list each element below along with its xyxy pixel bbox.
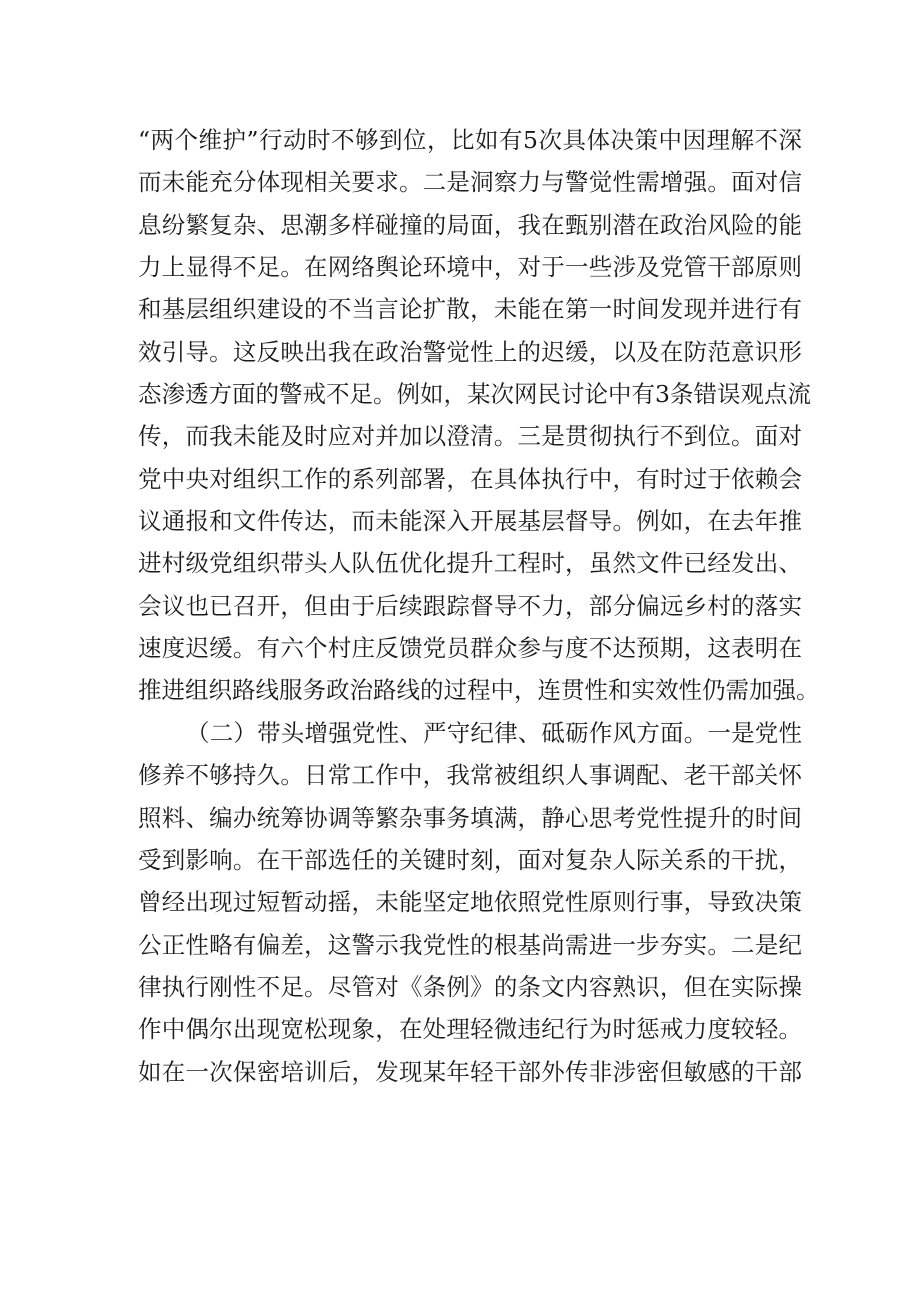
section-heading-line: （二）带头增强党性、严守纪律、砥砺作风方面。一是党性	[186, 718, 802, 747]
text-line: 议通报和文件传达，而未能深入开展基层督导。例如，在去年推	[138, 507, 802, 536]
text-line: 律执行刚性不足。尽管对《条例》的条文内容熟识，但在实际操	[138, 972, 802, 1001]
text-line: 息纷繁复杂、思潮多样碰撞的局面，我在甄别潜在政治风险的能	[138, 210, 802, 239]
text-line: “两个维护”行动时不够到位，比如有5次具体决策中因理解不深	[138, 126, 802, 154]
text-line: 受到影响。在干部选任的关键时刻，面对复杂人际关系的干扰，	[138, 845, 802, 874]
text-line: 作中偶尔出现宽松现象，在处理轻微违纪行为时惩戒力度较轻。	[138, 1015, 802, 1044]
text-line: 态渗透方面的警戒不足。例如，某次网民讨论中有3条错误观点流	[138, 380, 811, 409]
text-line: 速度迟缓。有六个村庄反馈党员群众参与度不达预期，这表明在	[138, 634, 802, 663]
text-line: 效引导。这反映出我在政治警觉性上的迟缓，以及在防范意识形	[138, 337, 802, 366]
text-line: 进村级党组织带头人队伍优化提升工程时，虽然文件已经发出、	[138, 549, 802, 578]
text-line: 曾经出现过短暂动摇，未能坚定地依照党性原则行事，导致决策	[138, 888, 802, 917]
text-line: 力上显得不足。在网络舆论环境中，对于一些涉及党管干部原则	[138, 253, 802, 282]
text-line: 修养不够持久。日常工作中，我常被组织人事调配、老干部关怀	[138, 761, 802, 790]
text-line: 照料、编办统筹协调等繁杂事务填满，静心思考党性提升的时间	[138, 803, 802, 832]
text-line: 推进组织路线服务政治路线的过程中，连贯性和实效性仍需加强。	[138, 676, 820, 705]
text-line: 党中央对组织工作的系列部署，在具体执行中，有时过于依赖会	[138, 464, 802, 493]
text-line: 而未能充分体现相关要求。二是洞察力与警觉性需增强。面对信	[138, 168, 802, 197]
text-line: 会议也已召开，但由于后续跟踪督导不力，部分偏远乡村的落实	[138, 591, 802, 620]
text-line: 传，而我未能及时应对并加以澄清。三是贯彻执行不到位。面对	[138, 422, 802, 451]
text-line: 公正性略有偏差，这警示我党性的根基尚需进一步夯实。二是纪	[138, 930, 802, 959]
text-line: 和基层组织建设的不当言论扩散，未能在第一时间发现并进行有	[138, 295, 802, 324]
text-line: 如在一次保密培训后，发现某年轻干部外传非涉密但敏感的干部	[138, 1057, 802, 1086]
document-body	[138, 119, 820, 1093]
